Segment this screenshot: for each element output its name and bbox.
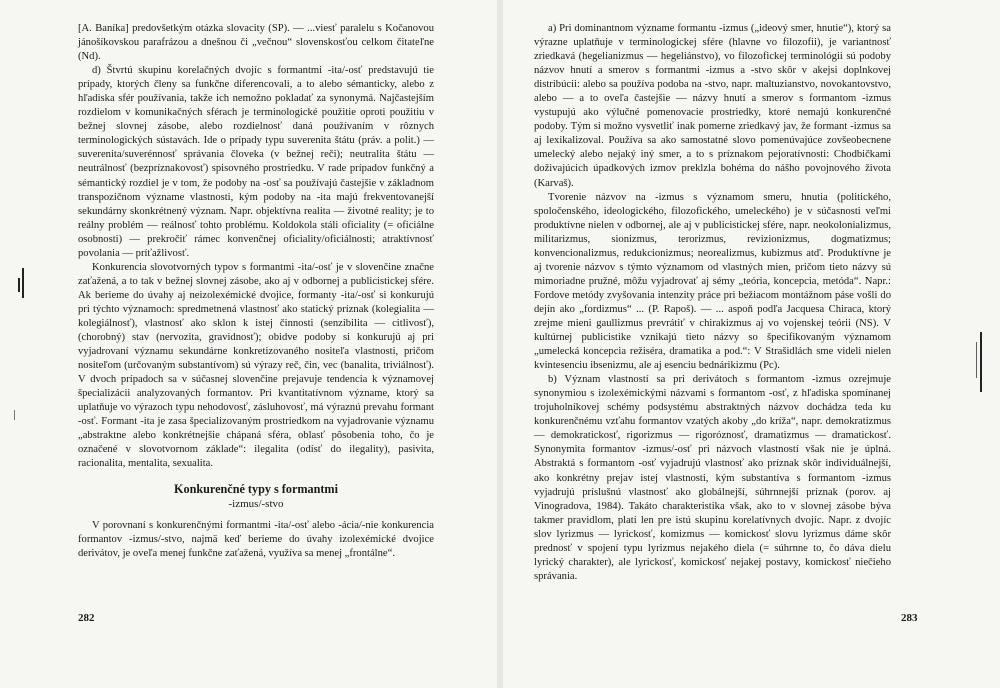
paragraph-a: a) Pri dominantnom význame formantu -izmus („ideový smer, hnutie“), ktorý sa výrazne uplatňuje v terminologickej sfére (hlavne vo filozofii), je variantnosť zriedkavá (hegelianizmus — hegeliánstvo), vo filozofickej terminológii sú podoby názvov hnutí a smerov s formantmi -izmus a -stvo skôr v akejsi doplnkovej distribúcii: alebo sa používa podoba na -stvo, napr. maltuzianstvo, novokantovstvo, alebo — a to oveľa častejšie — názvy hnutí a smerov s formantom -izmus vystupujú ako výlučné pomenovacie prostriedky, ktoré nemajú konkurenčné podoby. Tým si možno vysvetliť inak pomerne zriedkavý jav, že formant -izmus sa aj lexikalizoval. Používa sa ako samostatné slovo pomenúvajúce zovšeobecnene umelecký alebo nejaký iný smer, a to s príznakom pejoratívnosti: Chodbičkami doživajúcich úpadkových izmov preklzla bohéma do nášho povojnového života (Karvaš).: [534, 23, 891, 189]
paragraph-continuation: [A. Baníka] predovšetkým otázka slovacity (SP). — ...viesť paralelu s Kočanovou jánošíkovskou parafrázou a dnešnou či „večnou“ slovenskosťou celkom čitateľne (Nd).: [78, 23, 434, 63]
paragraph-tvorenie: Tvorenie názvov na -izmus s významom smeru, hnutia (politického, spoločenského, ideologického, filozofického, umeleckého) je v súčasnosti veľmi produktívne nielen v odbornej, ale aj v publicistickej sfére, napr. neokolonializmus, militarizmus, sionizmus, terorizmus, revizionizmus, dogmatizmus; konvencionalizmus, redukcionizmus; neorealizmus, kubizmus atď. Produktívne je aj tvorenie názvov s týmto významom od vlastných mien, pričom tieto názvy sú mimoriadne pružné, môžu vyjadrovať aj sémy „teória, koncepcia, metóda“. Napr.: Fordove metódy zvyšovania intenzity práce pri bežiacom montážnom páse vošli do dejín ako „fordizmus“ ... (P. Rapoš). — ... aspoň podľa Jacquesa Chiraca, ktorý zrejme mieni gaullizmus prevrátiť v chirakizmus aj vo vojenskej teórii (NS). V kultúrnej publicistike vznikajú tieto názvy so špecifikovaným významom „umelecká koncepcia režiséra, dramatika a pod.“: V Strašidlách sme videli nielen kvintesenciu ibsenizmu, ale aj esenciu bednárikizmu (Pc).: [534, 191, 891, 372]
paragraph-d: d) Štvrtú skupinu korelačných dvojíc s formantmi -ita/-osť predstavujú tie prípady, ktorých členy sa funkčne diferencovali, a to alebo sémanticky, alebo z hľadiska sfér používania, takže ich nemožno pokladať za synonymá. Najčastejším rozdielom v komunikačných sférach je terminologické použitie oproti použitiu v bežnej slovnej zásobe, alebo rozdielnosť daná používaním v rôznych terminologických sústavách. Ide o prípady typu suverenita štátu (práv. a polit.) — suverenita/suverénnosť správania človeka (v bežnej reči); neutralita štátu — neutrálnosť (bezpríznakovosť) spisovného prostriedku. V rade prípadov funkčný a sémantický rozdiel je v tom, že podoby na -osť sa používajú častejšie v základnom transpozičnom význame vlastnosti, kým podoby na -ita majú frekventovanejší sekundárny skonkrétnený význam. Napr. objektívna realita — životné reality; je to reálny problém — reálnosť tohto problému. Koldokola stáli oficiality (= oficiálne osobnosti) — prekročiť rámec konvenčnej oficiality/oficiálnosti; atraktívnosť povolania — príťažlivosť.: [78, 65, 434, 259]
section-heading: Konkurenčné typy s formantmi: [174, 481, 338, 496]
scan-mark: [980, 332, 982, 392]
left-page: [0, 0, 497, 688]
left-text-column: [78, 22, 434, 561]
scan-mark: [14, 410, 15, 420]
paragraph-konkurencia: Konkurencia slovotvorných typov s formantmi -ita/-osť je v slovenčine značne zaťažená, a to tak v bežnej slovnej zásobe, ako aj v odbornej a publicistickej sfére. Ak berieme do úvahy aj neizolexémické dvojice, formanty -ita/-osť si konkurujú pri týchto významoch: spredmetnená vlastnosť ako statický príznak (kolegialita — kolegiálnosť), vlastnosť ako sklon k istej činnosti (senzibilita — citlivosť), (chorobný) stav (nervozita, gravidnosť); obidve podoby si konkurujú aj pri vyjadrovaní významu sekundárne konkretizovaného nositeľa vlastnosti, pričom nositeľom (určovaným substantívom) sú výrazy reč, čin, vec (banalita, triviálnosť). V dvoch prípadoch sa v súčasnej slovenčine prejavuje tendencia k významovej špecializácii analyzovaných formantov. Pri kvantitatívnom význame, ktorý sa uplatňuje vo výrazoch typu nehodovosť, zásluhovosť, má výraznú prevahu formant -osť. Formant -ita je zasa špecializovaným prostriedkom na vyjadrovanie významu „abstraktne alebo konkrétnejšie chápaná sféra, oblasť pôsobenia toho, čo je označené v slovotvornom základe“: ilegalita (odísť do ilegality), pasivita, racionalita, mentalita, sexualita.: [78, 261, 434, 470]
paragraph-porovnanie: V porovnaní s konkurenčnými formantmi -ita/-osť alebo -ácia/-nie konkurencia formantov -izmus/-stvo, najmä keď berieme do úvahy izolexémické dvojice derivátov, je oveľa menej funkčne zaťažená, využíva sa menej „frontálne“.: [78, 519, 434, 559]
paragraph-b: b) Význam vlastností sa pri derivátoch s formantom -izmus ozrejmuje synonymiou s izolexémickými názvami s formantom -osť, z hľadiska spomínanej trojuholníkovej schémy podsystému abstraktných názvov dochádza teda ku konkurenčnému vzťahu formantov vzatých akoby „do kríža“, napr. demokratizmus — demokratickosť, rigorizmus — rigoróznosť, dramatizmus — dramatickosť. Synonymita formantov -izmus/-osť pri názvoch vlastností však nie je úplná. Abstraktá s formantom -osť vyjadrujú vlastnosť ako príznak skôr individuálnejší, ako konkrétny prejav istej vlastnosti, kým substantíva s formantom -izmus vyjadrujú príslušnú vlastnosť ako globálnejší, súhrnnejší príznak (porov. aj Vinogradova, 1984). Takáto charakteristika však, ako to v slovnej zásobe býva takmer pravidlom, platí len pre istú skupinu korelatívnych dvojíc. Napr. z dvojíc slov lyrizmus — lyrickosť, komizmus — komickosť slovu lyrizmus dáme skôr prednosť v spojení typu lyrizmus nejakého diela (= súhrnne to, čo dáva dielu lyrický charakter), ale lyrickosť, komickosť nejakej postavy, komickosť niečieho správania.: [534, 374, 891, 582]
right-page: [503, 0, 1000, 688]
section-subheading: -izmus/-stvo: [228, 497, 284, 510]
page-number-right: 283: [901, 612, 918, 624]
scan-mark: [22, 268, 24, 298]
scan-mark: [976, 342, 977, 378]
scan-mark: [18, 278, 20, 292]
right-text-column: [534, 22, 891, 584]
page-number-left: 282: [78, 612, 95, 624]
